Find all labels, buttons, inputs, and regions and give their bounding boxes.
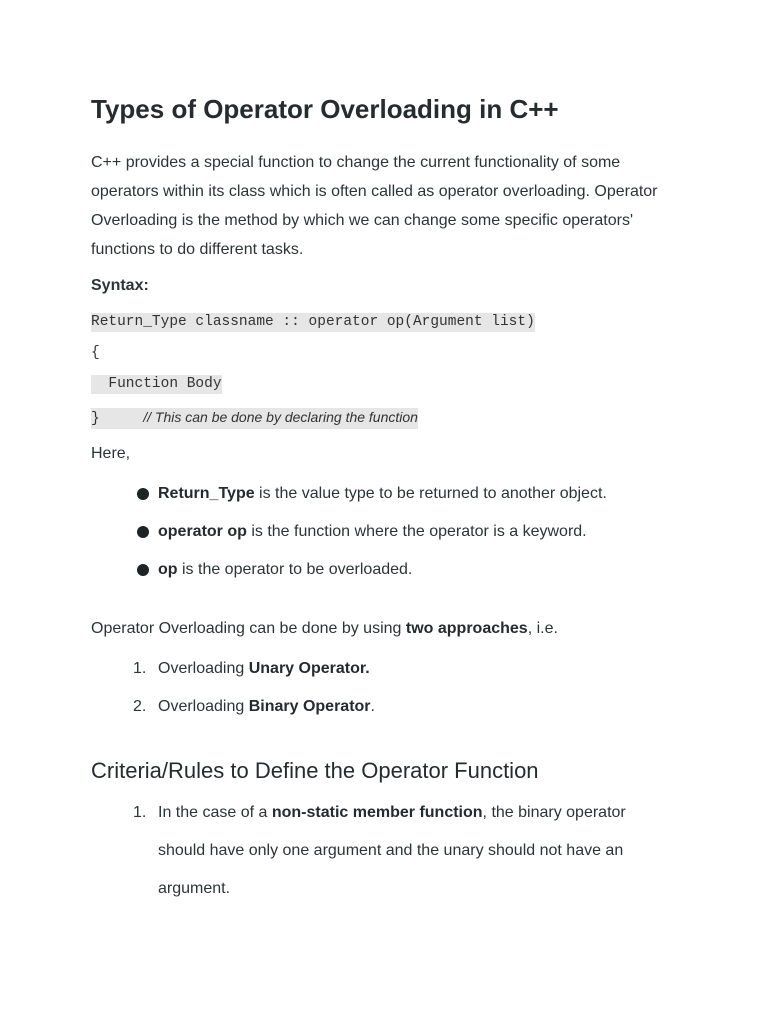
item-bold: Unary Operator. bbox=[248, 660, 370, 677]
bullet-icon bbox=[137, 564, 149, 576]
list-number: 2. bbox=[133, 698, 147, 715]
definition: is the value type to be returned to another object. bbox=[254, 485, 607, 502]
item-text: In the case of a bbox=[158, 804, 272, 821]
intro-paragraph: C++ provides a special function to change the current functionality of some operators within its class which is often called as operator overloading. Operator Overloading is the method by which we can change some specific operators' functions to do different tasks. bbox=[91, 154, 658, 258]
list-item bbox=[133, 658, 375, 696]
definition: is the function where the operator is a keyword. bbox=[246, 523, 587, 540]
approaches-suffix: , i.e. bbox=[527, 620, 558, 637]
list-item bbox=[137, 559, 607, 597]
approaches-paragraph bbox=[91, 620, 558, 638]
list-number: 1. bbox=[133, 660, 147, 677]
item-bold: non-static member function bbox=[271, 804, 483, 821]
code-line-3: Function Body bbox=[91, 376, 222, 392]
definition-list bbox=[137, 483, 607, 597]
list-item bbox=[133, 696, 375, 734]
bullet-icon bbox=[137, 488, 149, 500]
term: operator op bbox=[158, 523, 247, 540]
syntax-label: Syntax: bbox=[91, 277, 149, 294]
list-item bbox=[133, 794, 663, 908]
approaches-bold: two approaches bbox=[405, 620, 528, 637]
definition: is the operator to be overloaded. bbox=[177, 561, 413, 578]
code-comment: // This can be done by declaring the function bbox=[143, 409, 418, 425]
list-number: 1. bbox=[133, 804, 147, 821]
section-heading: Criteria/Rules to Define the Operator Function bbox=[91, 758, 539, 783]
code-closing-brace: } bbox=[91, 411, 100, 427]
list-item bbox=[137, 521, 607, 559]
code-line-4 bbox=[91, 408, 418, 429]
page-title: Types of Operator Overloading in C++ bbox=[91, 94, 559, 124]
item-text: Overloading bbox=[158, 660, 249, 677]
approaches-text: Operator Overloading can be done by using bbox=[91, 620, 406, 637]
item-bold: Binary Operator bbox=[248, 698, 371, 715]
item-suffix: , the binary operator should have only one argument and the unary should not have an argument. bbox=[158, 804, 626, 897]
code-line-2: { bbox=[91, 345, 100, 361]
list-item bbox=[137, 483, 607, 521]
term: Return_Type bbox=[158, 485, 255, 502]
term: op bbox=[158, 561, 178, 578]
code-line-1: Return_Type classname :: operator op(Argument list) bbox=[91, 314, 535, 330]
here-label: Here, bbox=[91, 445, 131, 462]
criteria-list bbox=[133, 794, 663, 908]
item-suffix: . bbox=[370, 698, 375, 715]
approach-list bbox=[133, 658, 375, 734]
bullet-icon bbox=[137, 526, 149, 538]
item-text: Overloading bbox=[158, 698, 249, 715]
